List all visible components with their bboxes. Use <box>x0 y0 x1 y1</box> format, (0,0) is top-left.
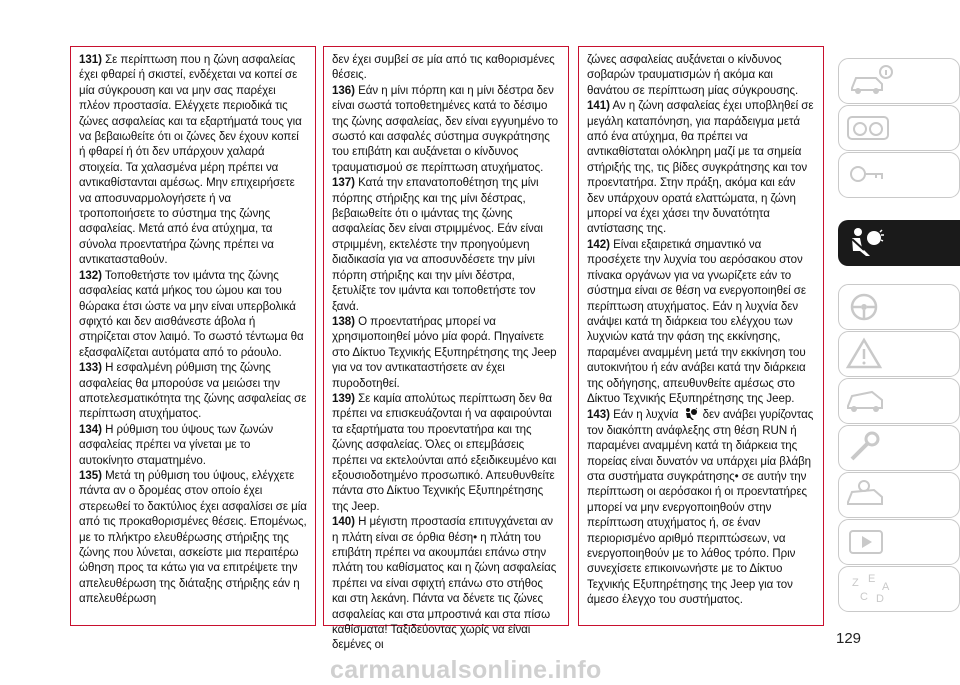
paragraph-140: 140) Η μέγιστη προστασία επιτυγχάνεται αν η πλάτη είναι σε όρθια θέση• η πλάτη του επιβάτη πρέπει να ακουμπάει επάνω στην πλάτη του καθίσματος και η ζώνη ασφαλείας πρέπει να είναι σφιχτή επάνω στο στήθος και στη λεκάνη. Πάντα να δένετε τις ζώνες ασφαλείας και στα μπροστινά και στα πίσω καθίσματα! Ταξιδεύοντας χωρίς να είναι δεμένες οι <box>332 516 557 652</box>
car-jack-emergency-icon <box>838 378 960 424</box>
paragraph-138: 138) Ο προεντατήρας μπορεί να χρησιμοποιηθεί μόνο μία φορά. Πηγαίνετε στο Δίκτυο Τεχνικής Εξυπηρέτησης της Jeep για να τον αντικαταστήσετε αν έχει πυροδοτηθεί. <box>332 315 557 390</box>
tab-multimedia[interactable] <box>838 519 960 565</box>
svg-text:C: C <box>860 591 868 603</box>
text-column-3 <box>578 46 824 626</box>
paragraph-141: 141) Αν η ζώνη ασφαλείας έχει υποβληθεί σε μεγάλη καταπόνηση, για παράδειγμα μετά από ένα ατύχημα, θα πρέπει να αντικαθίσταται ολόκληρη μαζί με τα σημεία στήριξής της, τις βίδες συγκράτησης και τον προεντατήρα. Στην πράξη, ακόμα και εάν δεν υπάρχουν ορατά ελαττώματα, η ζώνη μπορεί να έχει χάσει την δυνατότητα αντίστασης της. <box>587 100 814 236</box>
text-column-1 <box>70 46 316 626</box>
seatbelt-safety-icon <box>838 220 960 266</box>
svg-text:E: E <box>868 573 876 585</box>
tab-index[interactable] <box>838 566 960 612</box>
paragraph-132: 132) Τοποθετήστε τον ιμάντα της ζώνης ασφαλείας κατά μήκος του ώμου και του θώρακα έτσι ώστε να μην είναι υπερβολικά σφιχτό και δεν αισθάνεστε άβολα ή στηρίζεται στον λαιμό. Το σωστό τέντωμα θα εξασφαλίζεται αυτόματα από το ράουλο. <box>79 269 304 359</box>
tab-warnings[interactable] <box>838 331 960 377</box>
airbag-warning-icon <box>684 407 698 421</box>
multimedia-icon <box>838 519 960 565</box>
paragraph-140-continued: ζώνες ασφαλείας αυξάνεται ο κίνδυνος σοβαρών τραυματισμών ή ακόμα και θανάτου σε περίπτωση μίας σύγκρουσης. <box>587 54 799 97</box>
paragraph-143: 143) Εάν η λυχνία δεν ανάβει γυρίζοντας τον διακόπτη ανάφλεξης στη θέση RUN ή παραμένει αναμμένη κατά τη διάρκεια της πορείας είναι δυνατόν να υπάρχει μία βλάβη στα συστήματα συγκράτησης• σε αυτήν την περίπτωση οι αερόσακοι ή οι προεντατήρες μπορεί να μην ενεργοποιηθούν στην περίπτωση ατυχήματος ή, σε έναν περιορισμένο αριθμό περιπτώσεων, να ενεργοποιηθούν με το λάθος τρόπο. Πριν συνεχίσετε επικοινωνήστε με το Δίκτυο Τεχνικής Εξυπηρέτησης της Jeep για τον άμεσο έλεγχο του συστήματος. <box>587 409 814 607</box>
car-info-icon <box>838 58 960 104</box>
paragraph-135: 135) Μετά τη ρύθμιση του ύψους, ελέγχετε πάντα αν ο δρομέας στον οποίο έχει στερεωθεί το δακτύλιος έχει ασφαλίσει σε μία από τις προκαθορισμένες θέσεις. Επομένως, με το πλήκτρο ελευθέρωσης στήριξης της ζώνης που λύνεται, ασκείστε μια περαιτέρω ώθηση προς τα κάτω για να επιτρέψετε την απελευθέρωση της διάταξης στήριξης εάν η απελευθέρωση <box>79 469 307 606</box>
technical-specs-icon <box>838 472 960 518</box>
watermark-text: carmanualsonline.info <box>330 656 602 684</box>
warning-triangle-icon <box>838 331 960 377</box>
tab-technical-data[interactable] <box>838 472 960 518</box>
text-column-2 <box>323 46 569 652</box>
paragraph-136: 136) Εάν η μίνι πόρπη και η μίνι δέστρα δεν είναι σωστά τοποθετημένες κατά το δέσιμο της ζώνης ασφαλείας, δεν είναι εγγυημένο το σωστό και ασφαλές σύστημα συγκράτησης του επιβάτη και αυξάνεται ο κίνδυνος τραυματισμού σε περίπτωση ατυχήματος. <box>332 84 558 174</box>
paragraph-142: 142) Είναι εξαιρετικά σημαντικό να προσέχετε την λυχνία του αερόσακου στον πίνακα οργάνων για να γνωρίζετε εάν το σύστημα είναι σε θέση να ενεργοποιηθεί σε περίπτωση ατυχήματος. Εάν η λυχνία δεν ανάψει κατά τη διάρκεια του ελέγχου των λυχνιών κατά την φάση της εκκίνησης, παραμένει αναμμένη μετά την εκκίνηση του αυτοκινήτου ή εάν ανάβει κατά την διάρκεια της οδήγησης, απευθυνθείτε αμέσως στο Δίκτυο Τεχνικής Εξυπηρέτησης της Jeep. <box>587 238 806 405</box>
tab-car-info[interactable] <box>838 58 960 104</box>
tab-dashboard[interactable] <box>838 105 960 151</box>
tab-maintenance[interactable] <box>838 425 960 471</box>
tab-safety[interactable] <box>838 220 960 266</box>
steering-wheel-icon <box>838 284 960 330</box>
alphabetical-index-icon <box>838 566 960 612</box>
tab-driving[interactable] <box>838 284 960 330</box>
paragraph-131: 131) Σε περίπτωση που η ζώνη ασφαλείας έχει φθαρεί ή σκιστεί, ενδέχεται να κοπεί σε μία σύγκρουση και να μην σας παρέχει πλέον προστασία. Ελέγχετε περιοδικά τις ζώνες ασφαλείας και τα εξαρτήματά τους για να βεβαιωθείτε ότι οι ζώνες δεν έχουν κοπεί ή φθαρεί ή ότι δεν υπάρχουν χαλαρά στοιχεία. Τα χαλασμένα μέρη πρέπει να αντικαθίστανται αμέσως. Μην επιχειρήσετε να αποσυναρμολογήσετε ή να τροποποιήσετε το σύστημα της ζώνης ασφαλείας. Μετά από ένα ατύχημα, τα σύνολα προεντατήρα ζώνης πρέπει να αντικατασταθούν. <box>79 54 302 267</box>
svg-text:A: A <box>882 581 890 593</box>
paragraph-135-continued: δεν έχει συμβεί σε μία από τις καθορισμένες θέσεις. <box>332 54 555 82</box>
paragraph-134: 134) Η ρύθμιση του ύψους των ζωνών ασφαλείας πρέπει να γίνεται με το αυτοκίνητο σταματημένο. <box>79 423 274 467</box>
paragraph-139: 139) Σε καμία απολύτως περίπτωση δεν θα πρέπει να επισκευάζονται ή να αφαιρούνται τα εξαρτήματα του προεντατήρα και της ζώνης ασφαλείας. Όλες οι επεμβάσεις πρέπει να εκτελούνται από εξειδικευμένο και εξουσιοδοτημένο προσωπικό. Απευθυνθείτε πάντα στο Δίκτυο Τεχνικής Εξυπηρέτησης της Jeep. <box>332 392 557 513</box>
tab-keys[interactable] <box>838 152 960 198</box>
tab-emergency[interactable] <box>838 378 960 424</box>
svg-text:D: D <box>876 593 884 605</box>
car-keys-icon <box>838 152 960 198</box>
paragraph-137: 137) Κατά την επανατοποθέτηση της μίνι πόρπης στήριξης και της μίνι δέστρας, βεβαιωθείτε ότι ο ιμάντας της ζώνης ασφαλείας δεν είναι στριμμένος. Εάν είναι στριμμένη, εκτελέστε την προηγούμενη διαδικασία για να αποσυνδέσετε την μίνι πόρπη στήριξης και την μίνι δέστρα, ξετυλίξτε τον ιμάντα και τοποθετήστε τον ξανά. <box>332 177 543 313</box>
paragraph-133: 133) Η εσφαλμένη ρύθμιση της ζώνης ασφαλείας θα μπορούσε να μειώσει την αποτελεσματικότητα της ζώνης ασφαλείας σε περίπτωση ατυχήματος. <box>79 362 307 421</box>
wrench-maintenance-icon <box>838 425 960 471</box>
dashboard-gauges-icon <box>838 105 960 151</box>
page-number: 129 <box>836 630 862 647</box>
svg-text:Z: Z <box>852 577 859 589</box>
